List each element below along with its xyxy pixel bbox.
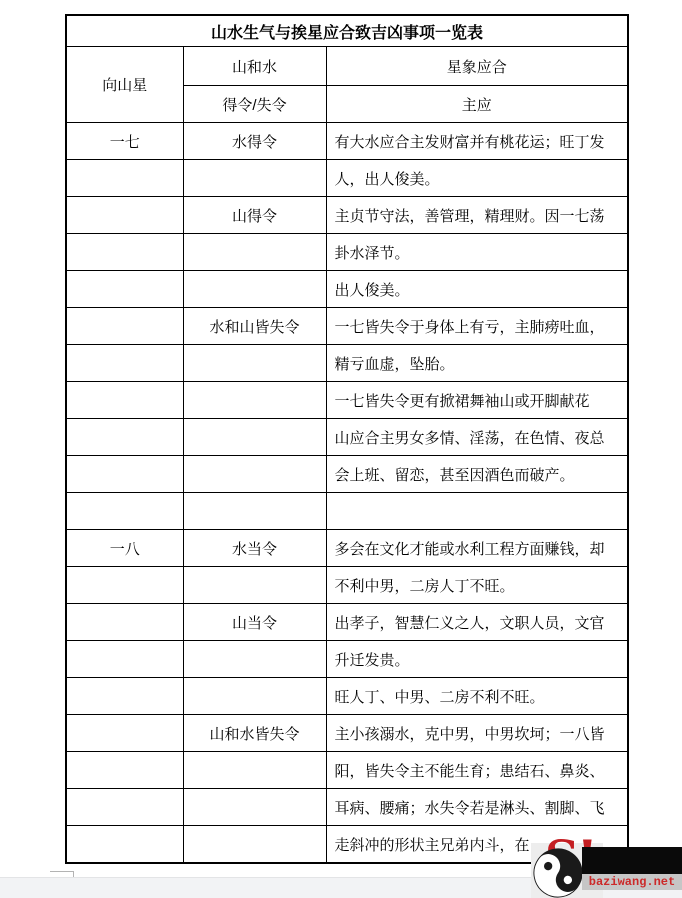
header-mountain-water: 山和水	[183, 47, 326, 86]
cell-condition	[183, 493, 326, 530]
cell-condition: 水当令	[183, 530, 326, 567]
cell-facing-star	[66, 789, 183, 826]
cell-condition	[183, 641, 326, 678]
cell-facing-star: 一七	[66, 123, 183, 160]
cell-condition	[183, 826, 326, 864]
cell-condition: 水得令	[183, 123, 326, 160]
cell-facing-star	[66, 197, 183, 234]
table-row	[66, 419, 628, 456]
table-row	[66, 493, 628, 530]
baziwang-watermark	[525, 835, 682, 898]
cell-effect: 人，出人俊美。	[326, 160, 628, 197]
cell-condition	[183, 345, 326, 382]
cell-condition	[183, 234, 326, 271]
cell-effect	[326, 493, 628, 530]
cell-effect: 会上班、留恋，甚至因酒色而破产。	[326, 456, 628, 493]
cell-facing-star	[66, 234, 183, 271]
header-star-response: 星象应合	[326, 47, 628, 86]
cell-condition	[183, 382, 326, 419]
cell-facing-star	[66, 678, 183, 715]
table-body	[66, 123, 628, 864]
table-row	[66, 456, 628, 493]
cell-effect: 阳，皆失令主不能生育；患结石、鼻炎、	[326, 752, 628, 789]
table-title: 山水生气与挨星应合致吉凶事项一览表	[66, 15, 628, 47]
title-row	[66, 15, 628, 47]
cell-facing-star	[66, 271, 183, 308]
cell-condition	[183, 567, 326, 604]
table-row	[66, 271, 628, 308]
cell-facing-star	[66, 567, 183, 604]
table-row	[66, 530, 628, 567]
cell-effect: 多会在文化才能或水利工程方面赚钱，却	[326, 530, 628, 567]
cell-effect: 出人俊美。	[326, 271, 628, 308]
watermark-url: baziwang.net	[582, 874, 682, 890]
cell-condition	[183, 160, 326, 197]
table-row	[66, 123, 628, 160]
cell-condition	[183, 678, 326, 715]
table-row	[66, 641, 628, 678]
logo-black-bar	[582, 847, 682, 876]
cell-facing-star	[66, 382, 183, 419]
cell-facing-star	[66, 752, 183, 789]
header-facing-star: 向山星	[66, 47, 183, 123]
table-row	[66, 345, 628, 382]
cell-facing-star	[66, 493, 183, 530]
cell-effect: 主小孩溺水，克中男，中男坎坷；一八皆	[326, 715, 628, 752]
header-main-effect: 主应	[326, 86, 628, 123]
cell-condition: 山得令	[183, 197, 326, 234]
table-row	[66, 308, 628, 345]
table-row	[66, 567, 628, 604]
cell-effect: 有大水应合主发财富并有桃花运；旺丁发	[326, 123, 628, 160]
cell-facing-star	[66, 419, 183, 456]
table-row	[66, 197, 628, 234]
cell-effect: 主贞节守法，善管理，精理财。因一七荡	[326, 197, 628, 234]
cell-facing-star	[66, 160, 183, 197]
fengshui-table	[65, 14, 629, 864]
cell-facing-star	[66, 456, 183, 493]
cell-facing-star	[66, 308, 183, 345]
cell-condition	[183, 271, 326, 308]
cell-facing-star	[66, 826, 183, 864]
cell-effect: 一七皆失令更有掀裙舞袖山或开脚献花	[326, 382, 628, 419]
cell-effect: 升迁发贵。	[326, 641, 628, 678]
cell-effect: 走斜冲的形状主兄弟内斗，在	[326, 826, 628, 864]
cell-condition: 水和山皆失令	[183, 308, 326, 345]
header-timing: 得令/失令	[183, 86, 326, 123]
cell-effect: 不利中男，二房人丁不旺。	[326, 567, 628, 604]
cell-effect: 一七皆失令于身体上有亏，主肺痨吐血，	[326, 308, 628, 345]
cell-condition	[183, 419, 326, 456]
table-row	[66, 715, 628, 752]
cell-facing-star	[66, 345, 183, 382]
cell-effect: 旺人丁、中男、二房不利不旺。	[326, 678, 628, 715]
cell-condition	[183, 456, 326, 493]
header-row-1	[66, 47, 628, 86]
cell-effect: 精亏血虚，坠胎。	[326, 345, 628, 382]
cell-effect: 山应合主男女多情、淫荡，在色情、夜总	[326, 419, 628, 456]
cell-condition	[183, 789, 326, 826]
cell-effect: 卦水泽节。	[326, 234, 628, 271]
table-row	[66, 752, 628, 789]
table-row	[66, 678, 628, 715]
cell-facing-star	[66, 604, 183, 641]
table-row	[66, 789, 628, 826]
table-row	[66, 604, 628, 641]
table-row	[66, 160, 628, 197]
cell-effect: 耳病、腰痛；水失令若是淋头、割脚、飞	[326, 789, 628, 826]
table-row	[66, 382, 628, 419]
cell-facing-star: 一八	[66, 530, 183, 567]
yinyang-icon	[533, 848, 583, 898]
table-row	[66, 234, 628, 271]
cell-facing-star	[66, 715, 183, 752]
cell-facing-star	[66, 641, 183, 678]
cell-condition: 山和水皆失令	[183, 715, 326, 752]
cell-effect: 出孝子，智慧仁义之人，文职人员，文官	[326, 604, 628, 641]
cell-condition: 山当令	[183, 604, 326, 641]
cell-condition	[183, 752, 326, 789]
